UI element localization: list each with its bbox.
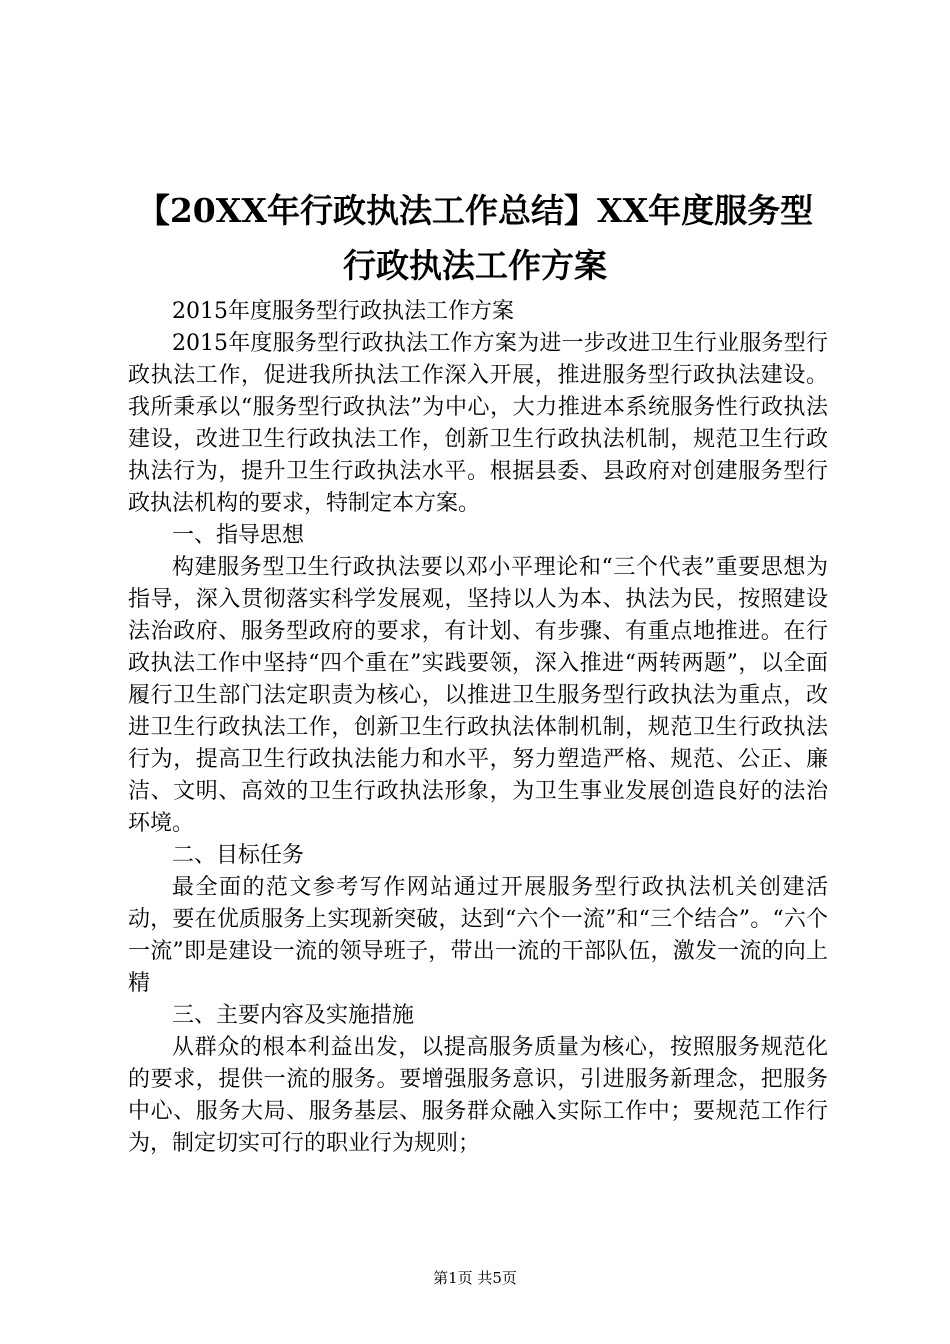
document-title <box>100 183 850 293</box>
document-body <box>128 296 828 1160</box>
page-footer: 第1页 共5页 <box>433 1269 517 1287</box>
document-title-line-2: 行政执法工作方案 <box>343 246 607 285</box>
section-heading-goals: 二、目标任务 <box>172 843 305 868</box>
paragraph-main-content: 从群众的根本利益出发，以提高服务质量为核心，按照服务规范化的要求，提供一流的服务。要增强服务意识，引进服务新理念，把服务中心、服务大局、服务基层、服务群众融入实际工作中；要规范工作行为，制定切实可行的职业行为规则； <box>128 1035 828 1156</box>
document-title-line-1: 【20XX年行政执法工作总结】XX年度服务型 <box>136 191 814 230</box>
paragraph-goals: 最全面的范文参考写作网站通过开展服务型行政执法机关创建活动，要在优质服务上实现新突破，达到“六个一流”和“三个结合”。“六个一流”即是建设一流的领导班子，带出一流的干部队伍，激发一流的向上精 <box>128 875 828 996</box>
section-heading-guiding-ideology: 一、指导思想 <box>172 523 305 548</box>
paragraph-intro: 2015年度服务型行政执法工作方案为进一步改进卫生行业服务型行政执法工作，促进我所执法工作深入开展，推进服务型行政执法建设。我所秉承以“服务型行政执法”为中心，大力推进本系统服务性行政执法建设，改进卫生行政执法工作，创新卫生行政执法机制，规范卫生行政执法行为，提升卫生行政执法水平。根据县委、县政府对创建服务型行政执法机构的要求，特制定本方案。 <box>128 331 828 516</box>
paragraph-guiding-ideology: 构建服务型卫生行政执法要以邓小平理论和“三个代表”重要思想为指导，深入贯彻落实科学发展观，坚持以人为本、执法为民，按照建设法治政府、服务型政府的要求，有计划、有步骤、有重点地推进。在行政执法工作中坚持“四个重在”实践要领，深入推进“两转两题”，以全面履行卫生部门法定职责为核心，以推进卫生服务型行政执法为重点，改进卫生行政执法工作，创新卫生行政执法体制机制，规范卫生行政执法行为，提高卫生行政执法能力和水平，努力塑造严格、规范、公正、廉洁、文明、高效的卫生行政执法形象，为卫生事业发展创造良好的法治环境。 <box>128 555 828 836</box>
paragraph-subtitle: 2015年度服务型行政执法工作方案 <box>172 299 514 324</box>
section-heading-main-content: 三、主要内容及实施措施 <box>172 1003 415 1028</box>
